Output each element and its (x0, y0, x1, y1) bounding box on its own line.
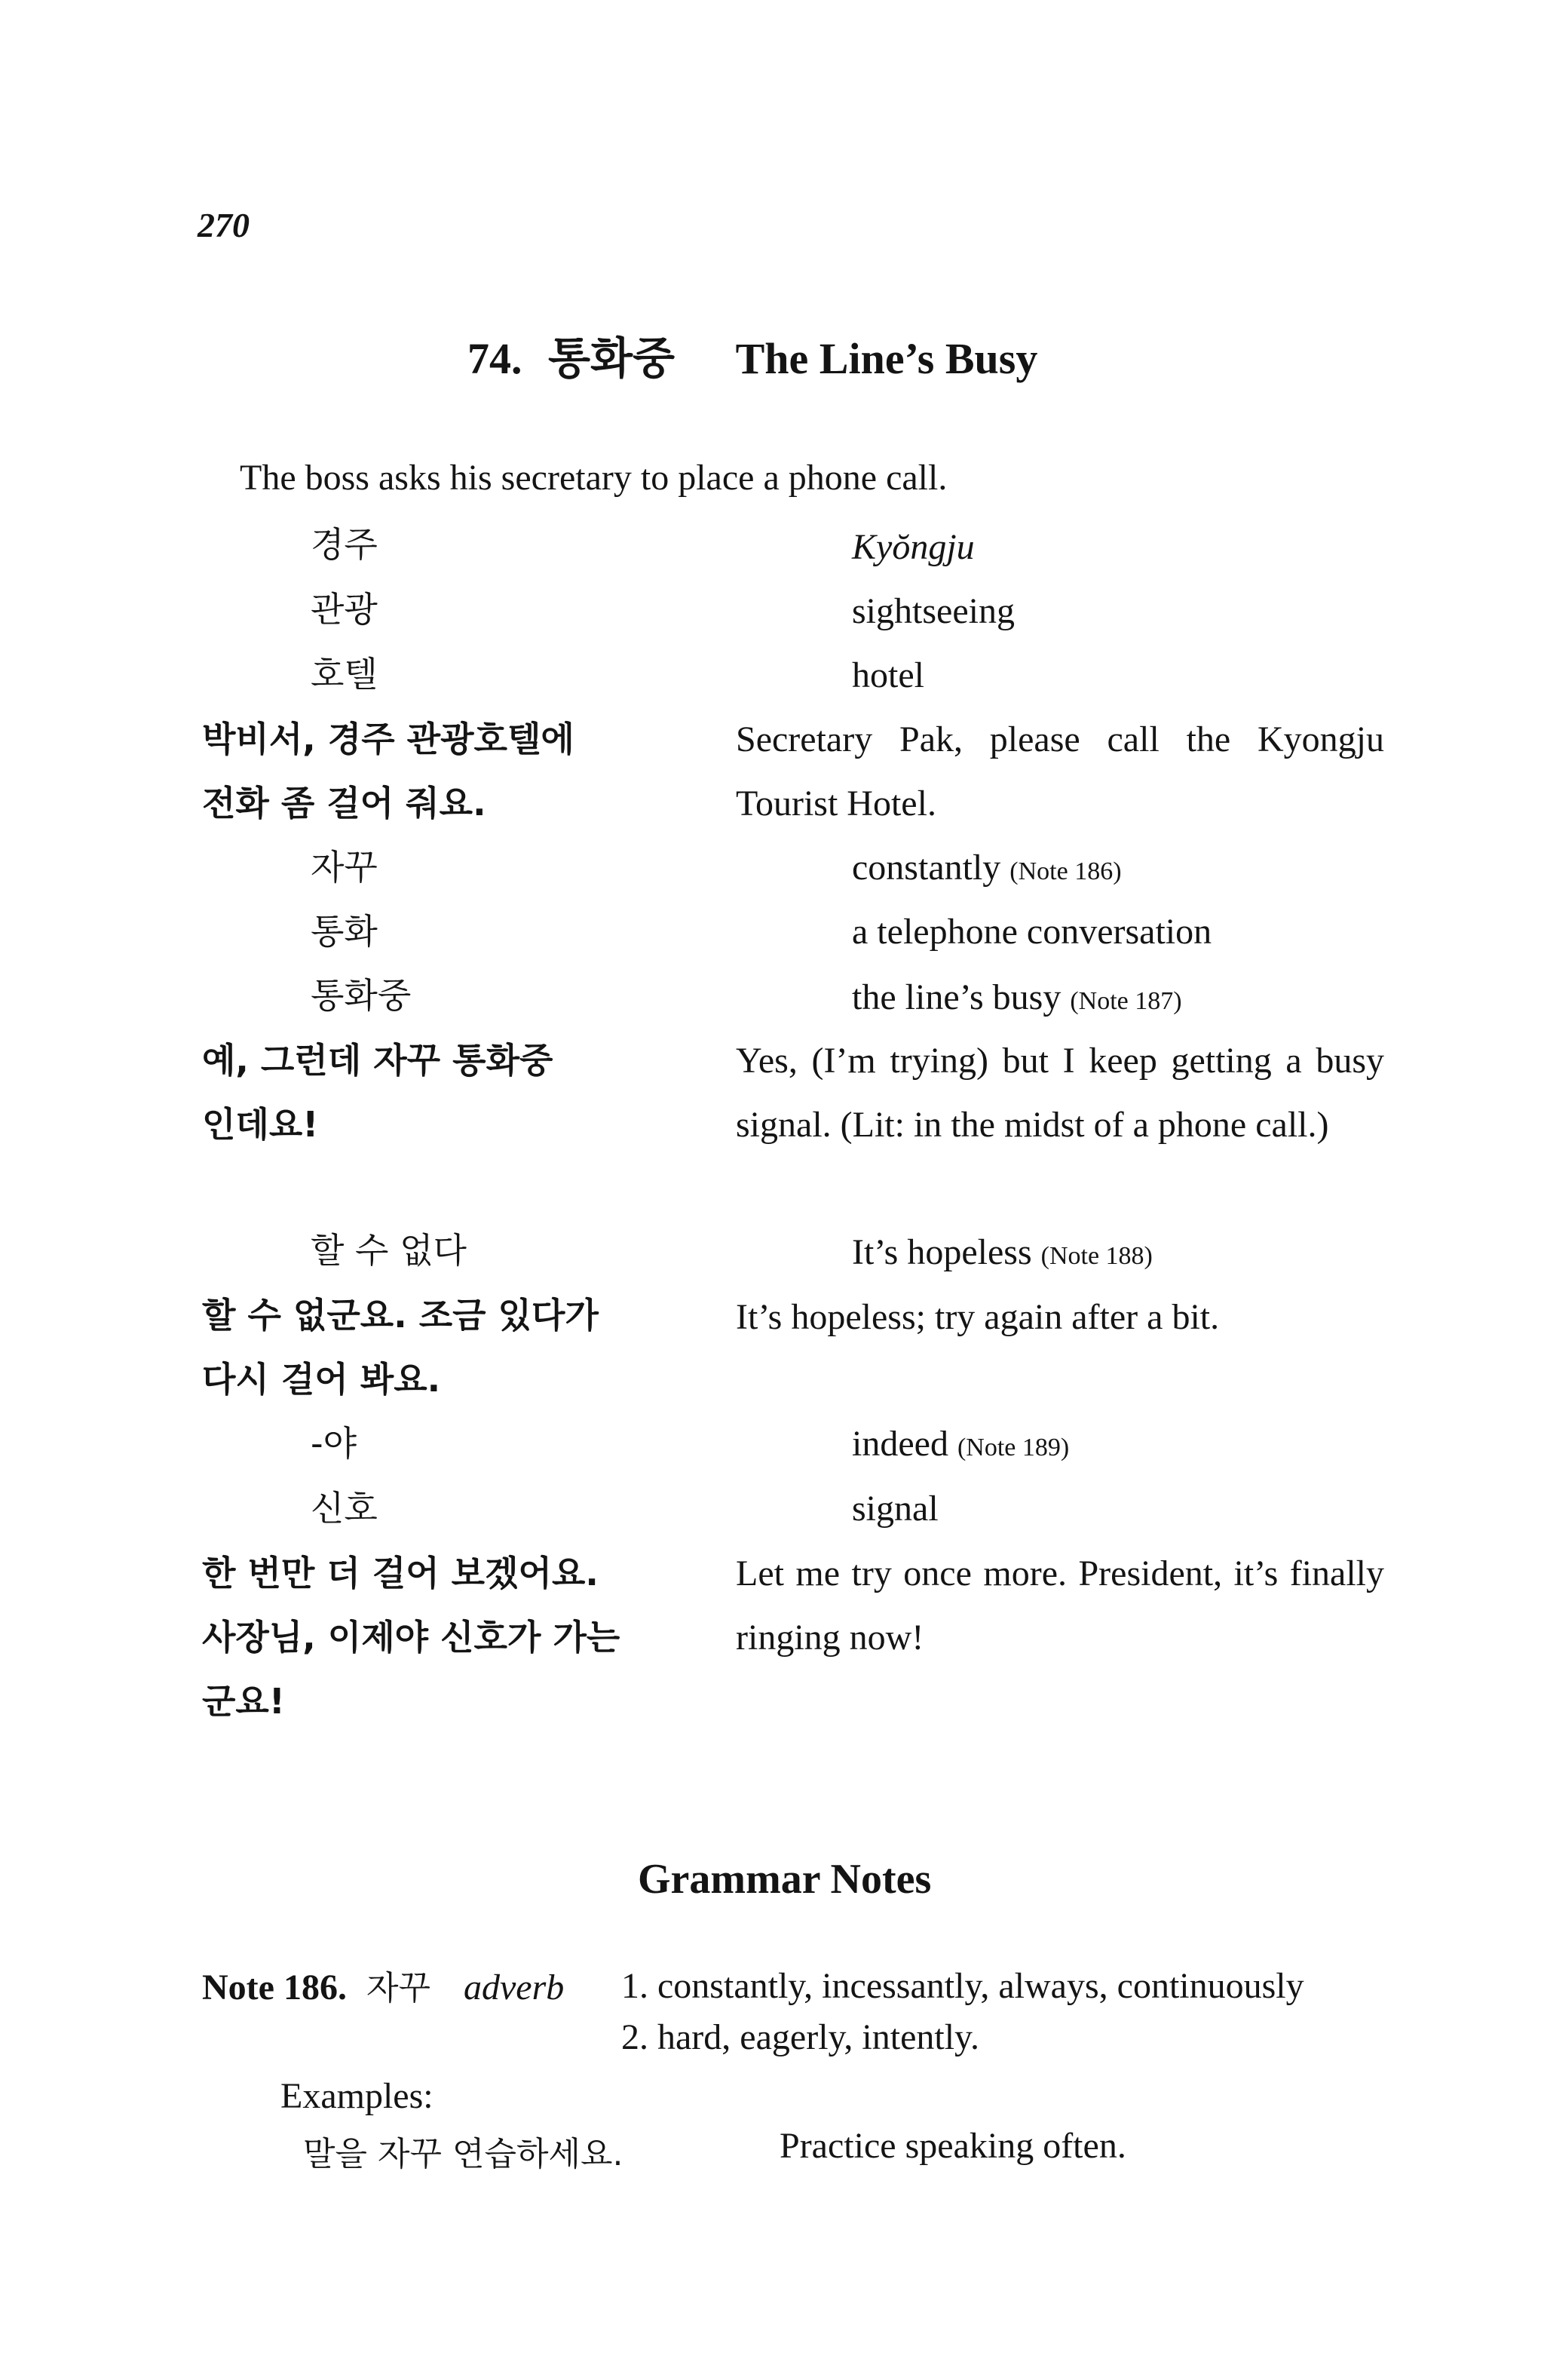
sentence-english: Yes, (I’m trying) but I keep getting a busy signal. (Lit: in the midst of a phone call.) (736, 1041, 1384, 1145)
note-definitions (621, 1961, 1304, 2063)
sentence-korean-line: 사장님, 이제야 신호가 가는 (202, 1617, 620, 1658)
vocab-korean: 통화 (311, 911, 378, 952)
sentence-korean-line: 예, 그런데 자꾸 통화중 (202, 1040, 553, 1081)
sentence-english: It’s hopeless; try again after a bit. (736, 1297, 1220, 1337)
note-part-of-speech: adverb (463, 1967, 565, 2007)
lesson-title-english: The Line’s Busy (735, 334, 1038, 383)
vocab-korean: -야 (311, 1423, 357, 1464)
sentence-english: Secretary Pak, please call the Kyongju Tourist Hotel. (736, 719, 1384, 823)
vocab-english: Kyŏngju (852, 527, 975, 567)
note-reference: (Note 188) (1040, 1242, 1153, 1270)
sentence-korean-line: 박비서, 경주 관광호텔에 (202, 719, 574, 759)
vocab-english-text: indeed (852, 1424, 948, 1464)
sentence-korean-line: 다시 걸어 봐요. (202, 1359, 441, 1400)
lesson-title-korean: 통화중 (548, 333, 676, 384)
note-reference: (Note 187) (1070, 987, 1182, 1015)
vocab-english (852, 1412, 1069, 1480)
vocab-korean: 통화중 (311, 975, 412, 1016)
sentence-korean-line: 전화 좀 걸어 줘요. (202, 783, 486, 823)
vocab-english-text: constantly (852, 848, 1001, 888)
vocab-english-text: It’s hopeless (852, 1232, 1032, 1272)
page-number: 270 (198, 206, 250, 244)
note-label (202, 1961, 564, 2009)
intro-text: The boss asks his secretary to place a phone call. (240, 458, 948, 498)
sentence-korean-line: 한 번만 더 걸어 보겠어요. (202, 1553, 599, 1593)
vocab-korean: 할 수 없다 (311, 1230, 467, 1271)
note-korean-term: 자꾸 (366, 1969, 430, 2007)
lesson-title (467, 323, 1146, 386)
definition-item: 1. constantly, incessantly, always, continuously (621, 1966, 1304, 2006)
example-korean: 말을 자꾸 연습하세요. (303, 2135, 623, 2173)
vocab-english: sightseeing (852, 591, 1015, 631)
lesson-number: 74. (467, 334, 522, 383)
sentence-english: Let me try once more. President, it’s finally ringing now! (736, 1553, 1384, 1658)
vocab-english (852, 1220, 1153, 1288)
vocab-english-text: the line’s busy (852, 977, 1062, 1017)
note-reference: (Note 189) (957, 1434, 1070, 1461)
definition-item: 2. hard, eagerly, intently. (621, 2017, 979, 2057)
sentence-korean-line: 군요! (202, 1681, 285, 1722)
grammar-notes-heading: Grammar Notes (638, 1856, 932, 1903)
vocab-english (852, 836, 1122, 903)
vocab-english: a telephone conversation (852, 912, 1212, 952)
vocab-english: signal (852, 1489, 939, 1529)
sentence-korean-line: 인데요! (202, 1104, 319, 1145)
vocab-english: hotel (852, 655, 924, 695)
vocab-korean: 신호 (311, 1488, 378, 1529)
example-english: Practice speaking often. (780, 2126, 1126, 2166)
vocab-korean: 자꾸 (311, 847, 378, 888)
vocab-english (852, 965, 1182, 1033)
note-reference: (Note 186) (1009, 857, 1122, 885)
vocab-korean: 호텔 (311, 654, 378, 695)
sentence-korean-line: 할 수 없군요. 조금 있다가 (202, 1295, 599, 1336)
vocab-korean: 관광 (311, 589, 378, 630)
examples-label: Examples: (280, 2076, 433, 2116)
vocab-korean: 경주 (311, 524, 378, 565)
note-number: Note 186. (202, 1967, 347, 2007)
